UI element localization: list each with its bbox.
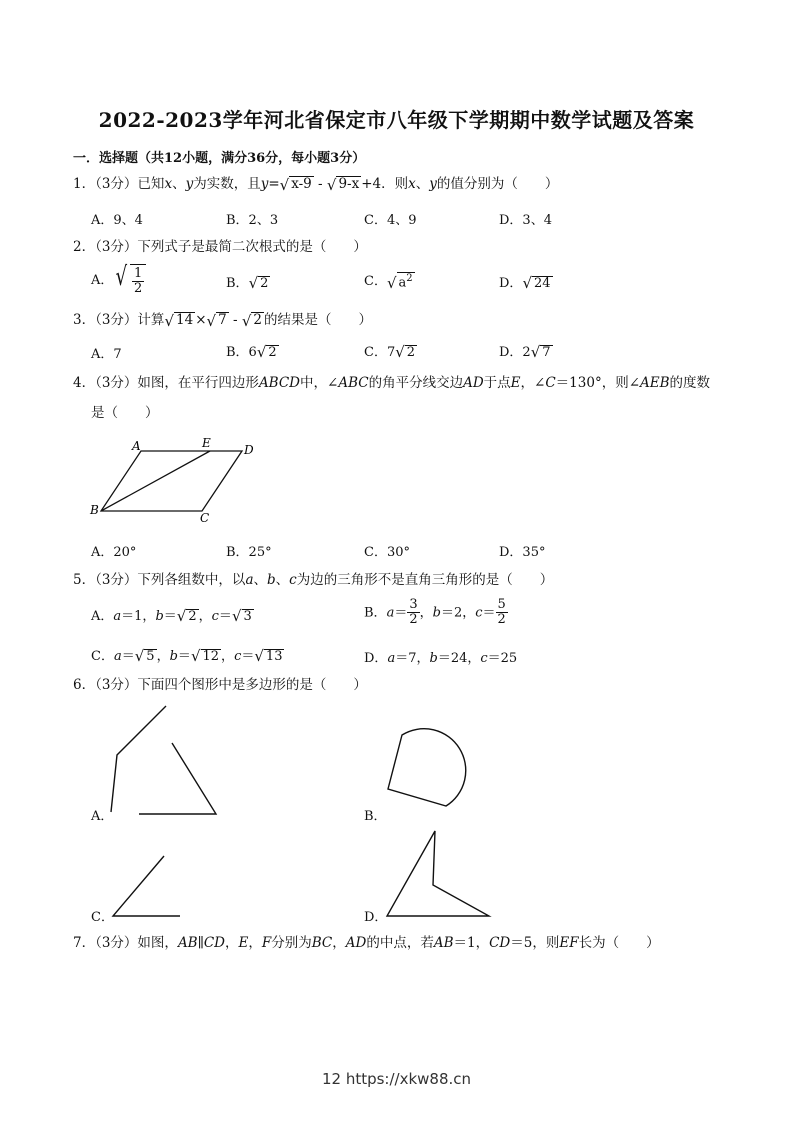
question-4-line-2: 是（ ）: [91, 405, 159, 421]
q2-option-b: B． √ 2: [226, 274, 269, 293]
label-d: D: [244, 443, 254, 457]
q6-figure-c: [105, 850, 190, 925]
label-a: A: [132, 439, 141, 453]
q1-option-b: B．2、3: [226, 213, 279, 228]
q3-option-b: B．6 √ 2: [226, 343, 277, 362]
question-7: 7．（3分）如图，AB∥CD，E，F分别为BC，AD的中点，若AB＝1，CD＝5，则EF长为（ ）: [73, 935, 660, 951]
q6-figure-a: [100, 700, 230, 820]
q6-option-d: D．: [364, 910, 388, 925]
q2-option-a: A． √ $\frac{1}{2}$: [91, 264, 146, 297]
page-footer: 12 https://xkw88.cn: [321, 1070, 472, 1088]
q3-option-d: D．2 √ 7: [499, 343, 551, 362]
q6-figure-b: [380, 726, 470, 816]
page-title: 2022-2023学年河北省保定市八年级下学期期中数学试题及答案: [98, 108, 695, 132]
label-c: C: [200, 511, 210, 525]
question-4-line-1: 4．（3分）如图，在平行四边形ABCD中，∠ABC的角平分线交边AD于点E，∠C＝130°，则∠AEB的度数: [73, 375, 711, 391]
q6-option-c: C．: [91, 910, 114, 925]
q1-option-a: A．9、4: [91, 213, 143, 228]
q5-option-b: B．a＝ $\frac{3}{2}$ ，b＝2，c＝ $\frac{5}{2}$: [364, 597, 506, 628]
q4-option-b: B．25°: [226, 545, 272, 560]
q5-option-c: C．a＝ √ 5 ，b＝ √ 12 ，c＝ √ 13: [91, 647, 283, 666]
q6-figure-d: [380, 826, 495, 926]
q4-option-c: C．30°: [364, 545, 410, 560]
question-3: 3．（3分）计算 √ 14 × √ 7 - √ 2 的结果是（ ）: [73, 311, 372, 330]
q6-option-a: A．: [91, 809, 114, 824]
q3-option-a: A．7: [91, 347, 122, 362]
q5-option-d: D．a＝7，b＝24，c＝25: [364, 651, 518, 666]
sqrt-x-minus-9: √ x-9: [279, 175, 312, 194]
bisector-be: [101, 451, 210, 511]
q4-option-a: A．20°: [91, 545, 137, 560]
q4-option-d: D．35°: [499, 545, 546, 560]
q1-option-c: C．4、9: [364, 213, 417, 228]
question-2: 2．（3分）下列式子是最简二次根式的是（ ）: [73, 239, 367, 255]
label-b: B: [90, 503, 99, 517]
q2-option-d: D． √ 24: [499, 274, 551, 293]
question-6: 6．（3分）下面四个图形中是多边形的是（ ）: [73, 677, 367, 693]
q5-option-a: A．a＝1，b＝ √ 2 ，c＝ √ 3: [91, 607, 252, 626]
question-5: 5．（3分）下列各组数中，以a、b、c为边的三角形不是直角三角形的是（ ）: [73, 572, 554, 588]
q1-option-d: D．3、4: [499, 213, 552, 228]
parallelogram-figure: [85, 432, 265, 527]
section-heading: 一．选择题（共12小题，满分36分，每小题3分）: [73, 151, 366, 166]
question-1: 1．（3分）已知x、y为实数，且y= √ x-9 - √ 9-x +4．则x、y的值分别为（ ）: [73, 175, 559, 194]
label-e: E: [202, 436, 211, 450]
parallelogram-abcd: [101, 451, 242, 511]
q2-option-c: C． √ $a^2$: [364, 272, 413, 293]
q3-option-c: C．7 √ 2: [364, 343, 416, 362]
sqrt-9-minus-x: √ 9-x: [326, 175, 360, 194]
q6-option-b: B．: [364, 809, 387, 824]
